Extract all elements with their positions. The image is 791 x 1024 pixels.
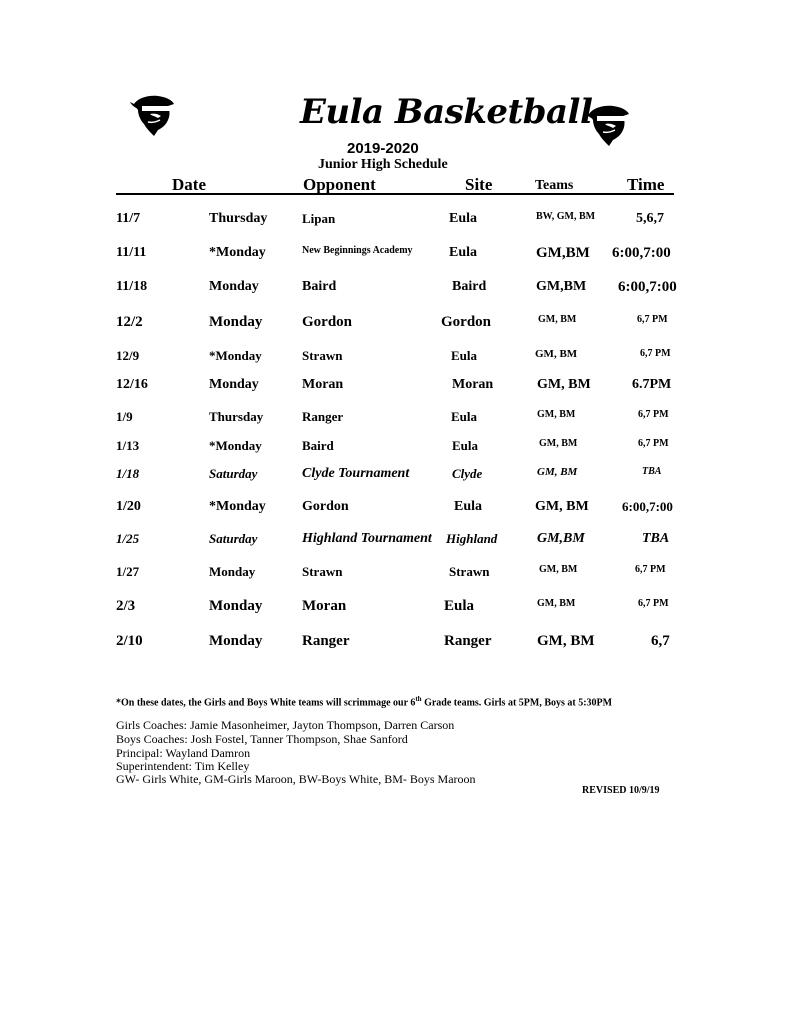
teams-cell: GM, BM	[537, 409, 576, 420]
opponent-cell: Highland Tournament	[302, 531, 432, 546]
teams-cell: GM, BM	[535, 348, 578, 360]
site-cell: Eula	[449, 211, 478, 226]
date-cell: 11/11	[116, 245, 147, 260]
column-header-site: Site	[465, 175, 493, 194]
teams-cell: GM, BM	[537, 633, 595, 649]
superintendent: Superintendent: Tim Kelley	[116, 759, 250, 773]
time-cell: 6,7 PM	[635, 564, 666, 575]
opponent-cell: Strawn	[302, 348, 343, 363]
schedule-row	[0, 211, 791, 233]
time-cell: 6,7 PM	[637, 314, 668, 325]
opponent-cell: Gordon	[302, 499, 349, 514]
date-cell: 1/13	[116, 438, 140, 453]
team-code-legend: GW- Girls White, GM-Girls Maroon, BW-Boys White, BM- Boys Maroon	[116, 772, 476, 786]
site-cell: Strawn	[449, 564, 490, 579]
site-cell: Gordon	[441, 314, 492, 330]
opponent-cell: Strawn	[302, 564, 343, 579]
day-cell: Monday	[209, 633, 263, 649]
schedule-row	[0, 245, 791, 267]
day-cell: Monday	[209, 377, 259, 392]
scrimmage-footnote	[116, 695, 612, 708]
site-cell: Eula	[454, 499, 483, 514]
date-cell: 2/3	[116, 598, 136, 614]
principal: Principal: Wayland Damron	[116, 746, 251, 760]
teams-cell: GM,BM	[536, 245, 590, 261]
day-cell: *Monday	[209, 438, 262, 453]
time-cell: 6,7 PM	[638, 598, 669, 609]
teams-cell: GM, BM	[535, 499, 589, 514]
teams-cell: GM, BM	[539, 438, 578, 449]
time-cell: 6,7	[651, 633, 670, 649]
schedule-row	[0, 279, 791, 301]
column-header-time: Time	[627, 175, 665, 194]
teams-cell: GM,BM	[536, 279, 587, 294]
opponent-cell: Moran	[302, 377, 344, 392]
site-cell: Eula	[444, 598, 475, 614]
date-cell: 1/25	[116, 531, 140, 546]
site-cell: Highland	[446, 531, 498, 546]
schedule-row	[0, 409, 791, 431]
site-cell: Moran	[452, 377, 494, 392]
date-cell: 1/27	[116, 564, 140, 579]
day-cell: Monday	[209, 314, 263, 330]
page-title: Eula Basketball	[300, 92, 593, 132]
date-cell: 12/16	[116, 377, 148, 392]
time-cell: TBA	[642, 466, 662, 477]
site-cell: Eula	[449, 245, 478, 260]
time-cell: 6:00,7:00	[618, 279, 677, 295]
girls-coaches: Girls Coaches: Jamie Masonheimer, Jayton Thompson, Darren Carson	[116, 718, 455, 732]
time-cell: 6,7 PM	[640, 348, 671, 359]
day-cell: *Monday	[209, 348, 262, 363]
schedule-row	[0, 564, 791, 586]
day-cell: Saturday	[209, 466, 258, 481]
teams-cell: GM, BM	[537, 377, 591, 392]
footnote-text-end: Grade teams. Girls at 5PM, Boys at 5:30PM	[421, 697, 613, 709]
day-cell: Monday	[209, 598, 263, 614]
site-cell: Ranger	[444, 633, 492, 649]
opponent-cell: Gordon	[302, 314, 353, 330]
day-cell: Monday	[209, 279, 259, 294]
teams-cell: GM,BM	[537, 531, 585, 546]
schedule-row	[0, 438, 791, 460]
time-cell: 6,7 PM	[638, 438, 669, 449]
boys-coaches: Boys Coaches: Josh Fostel, Tanner Thompson, Shae Sanford	[116, 732, 408, 746]
day-cell: Monday	[209, 564, 256, 579]
site-cell: Eula	[451, 409, 478, 424]
season-years: 2019-2020	[347, 140, 419, 157]
opponent-cell: Moran	[302, 598, 347, 614]
time-cell: 6:00,7:00	[612, 245, 671, 261]
site-cell: Clyde	[452, 466, 483, 481]
site-cell: Baird	[452, 279, 487, 294]
teams-cell: GM, BM	[537, 598, 576, 609]
opponent-cell: Lipan	[302, 211, 336, 226]
date-cell: 1/18	[116, 466, 140, 481]
date-cell: 11/7	[116, 211, 141, 226]
site-cell: Eula	[451, 348, 478, 363]
date-cell: 12/2	[116, 314, 143, 330]
column-header-opponent: Opponent	[303, 175, 376, 194]
opponent-cell: Baird	[302, 279, 337, 294]
schedule-subtitle: Junior High Schedule	[318, 157, 448, 172]
opponent-cell: Clyde Tournament	[302, 466, 410, 481]
date-cell: 12/9	[116, 348, 140, 363]
time-cell: 5,6,7	[636, 211, 664, 226]
date-cell: 1/9	[116, 409, 133, 424]
day-cell: Saturday	[209, 531, 258, 546]
date-cell: 11/18	[116, 279, 148, 294]
opponent-cell: Ranger	[302, 633, 350, 649]
teams-cell: BW, GM, BM	[536, 211, 596, 222]
date-cell: 1/20	[116, 499, 141, 514]
day-cell: Thursday	[209, 409, 264, 424]
date-cell: 2/10	[116, 633, 143, 649]
schedule-row	[0, 633, 791, 655]
footnote-superscript: th	[415, 695, 422, 703]
opponent-cell: Baird	[302, 438, 334, 453]
schedule-row	[0, 377, 791, 399]
schedule-row	[0, 598, 791, 620]
column-header-date: Date	[172, 175, 206, 194]
revised-date: REVISED 10/9/19	[582, 785, 660, 796]
schedule-row	[0, 466, 791, 488]
column-header-teams: Teams	[535, 178, 574, 193]
time-cell: 6.7PM	[632, 377, 672, 392]
day-cell: *Monday	[209, 499, 266, 514]
teams-cell: GM, BM	[538, 314, 577, 325]
day-cell: Thursday	[209, 211, 268, 226]
time-cell: 6:00,7:00	[622, 499, 673, 514]
time-cell: TBA	[642, 531, 670, 546]
site-cell: Eula	[452, 438, 479, 453]
opponent-cell: New Beginnings Academy	[302, 245, 413, 256]
opponent-cell: Ranger	[302, 409, 344, 424]
schedule-row	[0, 531, 791, 553]
footnote-text: *On these dates, the Girls and Boys White teams will scrimmage our 6	[116, 697, 416, 709]
time-cell: 6,7 PM	[638, 409, 669, 420]
schedule-row	[0, 348, 791, 370]
teams-cell: GM, BM	[537, 466, 578, 478]
day-cell: *Monday	[209, 245, 266, 260]
schedule-row	[0, 314, 791, 336]
teams-cell: GM, BM	[539, 564, 578, 575]
schedule-row	[0, 499, 791, 521]
